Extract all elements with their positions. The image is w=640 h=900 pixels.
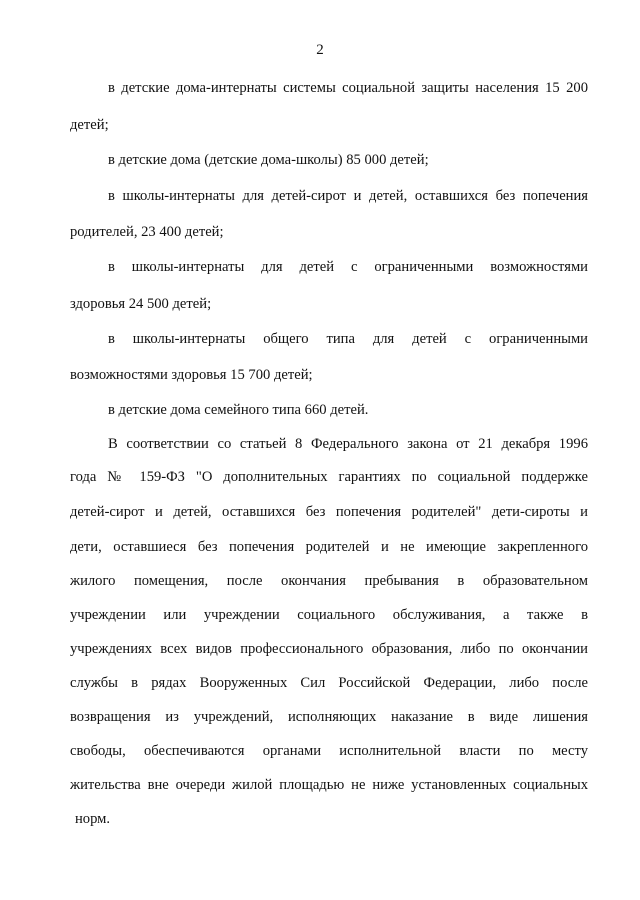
text-line: в детские дома семейного типа 660 детей. xyxy=(108,402,369,418)
text-line: службы в рядах Вооруженных Сил Российской Федерации, либо после xyxy=(70,675,588,691)
text-line: года № 159-ФЗ "О дополнительных гарантиях по социальной поддержке xyxy=(70,469,588,485)
text-line: учреждениях всех видов профессионального образования, либо по окончании xyxy=(70,641,588,657)
text-line: в детские дома (детские дома-школы) 85 000 детей; xyxy=(108,152,429,168)
text-line: в детские дома-интернаты системы социальной защиты населения 15 200 xyxy=(108,80,588,96)
text-line: свободы, обеспечиваются органами исполнительной власти по месту xyxy=(70,743,588,759)
text-line: детей-сирот и детей, оставшихся без попечения родителей" дети-сироты и xyxy=(70,504,588,520)
text-line: жительства вне очереди жилой площадью не ниже установленных социальных xyxy=(70,777,588,793)
text-line: жилого помещения, после окончания пребывания в образовательном xyxy=(70,573,588,589)
text-line: возвращения из учреждений, исполняющих наказание в виде лишения xyxy=(70,709,588,725)
text-line: здоровья 24 500 детей; xyxy=(70,296,212,312)
text-line: дети, оставшиеся без попечения родителей и не имеющие закрепленного xyxy=(70,539,588,555)
text-line: В соответствии со статьей 8 Федерального закона от 21 декабря 1996 xyxy=(108,436,588,452)
text-line: в школы-интернаты для детей-сирот и детей, оставшихся без попечения xyxy=(108,188,588,204)
text-line: родителей, 23 400 детей; xyxy=(70,224,224,240)
text-line: возможностями здоровья 15 700 детей; xyxy=(70,367,313,383)
text-line: в школы-интернаты общего типа для детей с ограниченными xyxy=(108,331,588,347)
text-line: детей; xyxy=(70,117,109,133)
text-line: в школы-интернаты для детей с ограниченными возможностями xyxy=(108,259,588,275)
page-number: 2 xyxy=(316,42,324,58)
text-line: норм. xyxy=(75,811,111,827)
text-line: учреждении или учреждении социального обслуживания, а также в xyxy=(70,607,588,623)
